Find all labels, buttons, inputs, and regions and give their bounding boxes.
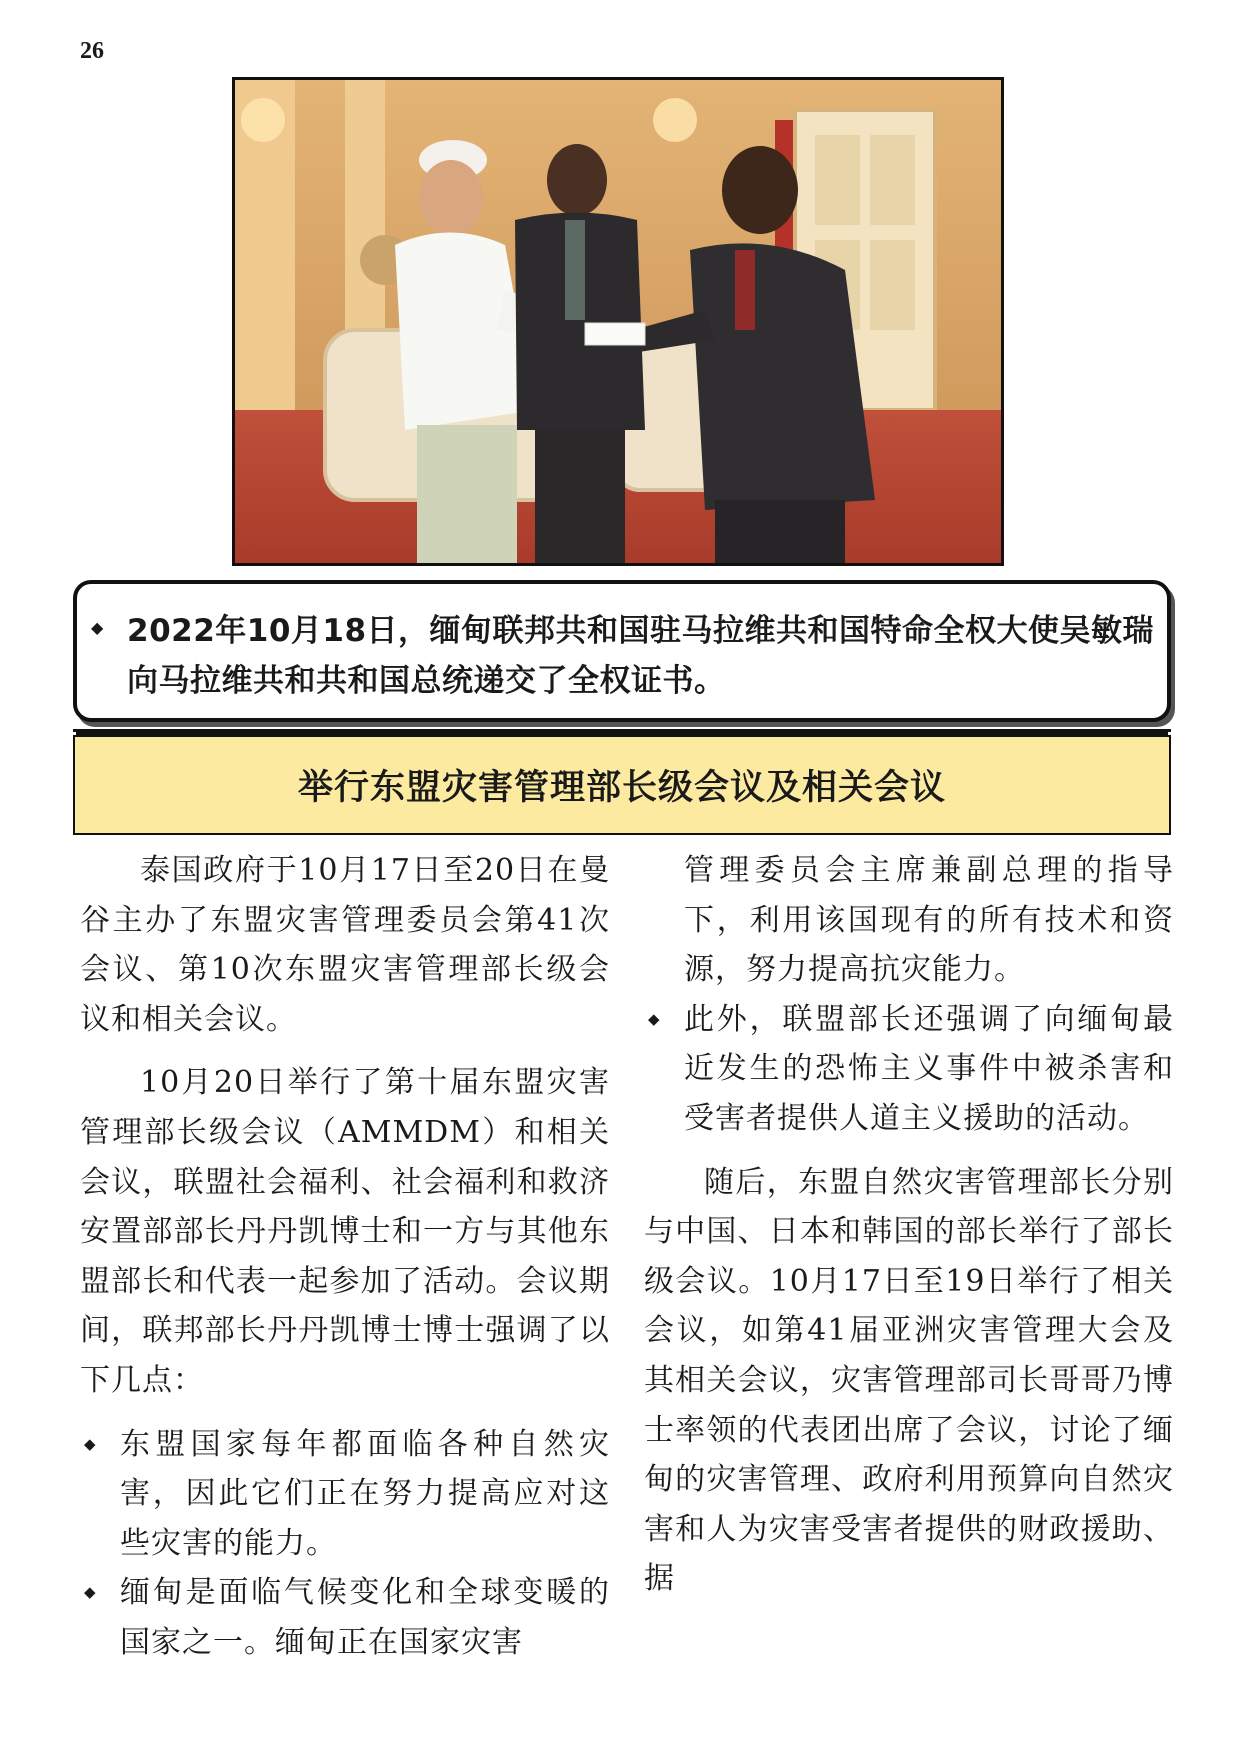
photo-caption-box xyxy=(73,580,1171,722)
section-title: 举行东盟灾害管理部长级会议及相关会议 xyxy=(297,768,946,808)
paragraph-3: 随后，东盟自然灾害管理部长分别与中国、日本和韩国的部长举行了部长级会议。10月17日至19日举行了相关会议，如第41届亚洲灾害管理大会及其相关会议，灾害管理部司长哥哥乃博士率领的代表团出席了会议，讨论了缅甸的灾害管理、政府利用预算向自然灾害和人为灾害受害者提供的财政援助、据 xyxy=(644,1164,1174,1597)
bullet-item-1-text: 东盟国家每年都面临各种自然灾害，因此它们正在努力提高应对这些灾害的能力。 xyxy=(120,1426,610,1561)
bullet-item-1 xyxy=(80,1420,610,1569)
credential-ceremony-photo xyxy=(232,77,1004,566)
photo-illustration xyxy=(235,80,1001,563)
paragraph-2: 10月20日举行了第十届东盟灾害管理部长级会议（AMMDM）和相关会议，联盟社会福利、社会福利和救济安置部部长丹丹凯博士和一方与其他东盟部长和代表一起参加了活动。会议期间，联邦部长丹丹凯博士博士强调了以下几点： xyxy=(80,1065,610,1398)
section-title-box xyxy=(73,735,1171,835)
photo-caption: 2022年10月18日，缅甸联邦共和国驻马拉维共和国特命全权大使吴敏瑞向马拉维共和共和国总统递交了全权证书。 xyxy=(127,613,1155,699)
bullet-item-3 xyxy=(644,995,1174,1144)
bullet-item-2 xyxy=(80,1568,610,1667)
bullet-icon: ◆ xyxy=(84,1434,97,1453)
caption-bullet-icon: ◆ xyxy=(91,618,104,637)
paragraph-1: 泰国政府于10月17日至20日在曼谷主办了东盟灾害管理委员会第41次会议、第10次东盟灾害管理部长级会议和相关会议。 xyxy=(80,853,610,1037)
bullet-item-2-continued-text: 管理委员会主席兼副总理的指导下，利用该国现有的所有技术和资源，努力提高抗灾能力。 xyxy=(684,853,1174,988)
bullet-item-2-continued xyxy=(644,846,1174,995)
bullet-icon: ◆ xyxy=(84,1583,97,1602)
right-column xyxy=(644,846,1174,1604)
left-column xyxy=(80,846,610,1668)
bullet-item-3-text: 此外，联盟部长还强调了向缅甸最近发生的恐怖主义事件中被杀害和受害者提供人道主义援助的活动。 xyxy=(684,1001,1174,1136)
page-number: 26 xyxy=(80,38,104,64)
bullet-item-2-text: 缅甸是面临气候变化和全球变暖的国家之一。缅甸正在国家灾害 xyxy=(120,1575,610,1660)
bullet-icon: ◆ xyxy=(648,1009,661,1028)
